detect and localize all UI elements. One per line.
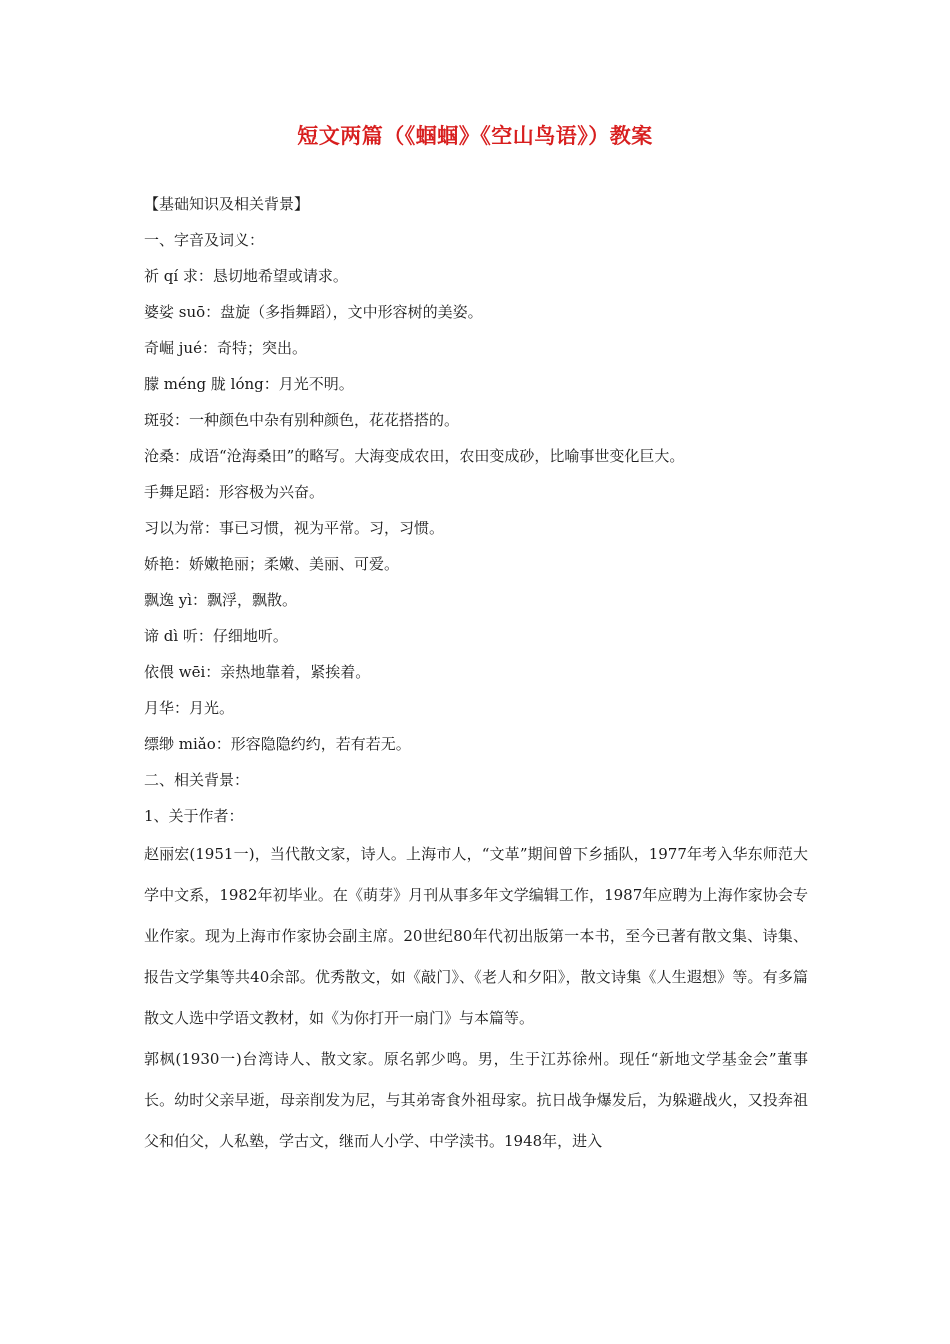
author-paragraph: 赵丽宏(1951一)，当代散文家，诗人。上海市人，“文革”期间曾下乡插队，1977年考入华东师范大学中文系，1982年初毕业。在《萌芽》月刊从事多年文学编辑工作，1987年应聘为上海作家协会专业作家。现为上海市作家协会副主席。20世纪80年代初出版第一本书，至今已著有散文集、诗集、报告文学集等共40余部。优秀散文，如《敲门》、《老人和夕阳》，散文诗集《人生遐想》等。有多篇散文人选中学语文教材，如《为你打开一扇门》与本篇等。	[144, 845, 808, 1027]
vocab-item: 依偎 wēi：亲热地靠着，紧挨着。	[144, 663, 371, 681]
vocab-item: 月华：月光。	[144, 699, 235, 717]
page-title: 短文两篇（《蝈蝈》《空山鸟语》）教案	[297, 123, 653, 148]
vocab-item: 斑驳：一种颜色中杂有别种颜色，花花搭搭的。	[144, 411, 460, 429]
author-paragraph: 郭枫(1930一)台湾诗人、散文家。原名郭少鸣。男，生于江苏徐州。现任“新地文学基金会”董事长。幼时父亲早逝，母亲削发为尼，与其弟寄食外祖母家。抗日战争爆发后，为躲避战火，又投奔祖父和伯父，人私塾，学古文，继而人小学、中学渎书。1948年，进入	[144, 1050, 808, 1150]
vocab-item: 娇艳：娇嫩艳丽；柔嫩、美丽、可爱。	[144, 555, 400, 573]
vocab-item: 飘逸 yì：飘浮，飘散。	[144, 591, 298, 609]
subsection-heading: 一、字音及词义：	[144, 231, 265, 249]
vocab-item: 习以为常：事已习惯，视为平常。习，习惯。	[144, 519, 445, 537]
subsection-heading: 1、关于作者：	[144, 807, 244, 825]
vocab-item: 婆娑 suō：盘旋（多指舞蹈），文中形容树的美姿。	[144, 303, 483, 321]
vocab-item: 奇崛 jué：奇特；突出。	[144, 339, 307, 357]
section-heading: 【基础知识及相关背景】	[144, 195, 310, 213]
vocab-item: 沧桑：成语“沧海桑田”的略写。大海变成农田，农田变成砂，比喻事世变化巨大。	[144, 447, 685, 465]
vocab-item: 手舞足蹈：形容极为兴奋。	[144, 483, 325, 501]
vocab-item: 祈 qí 求：恳切地希望或请求。	[144, 267, 348, 285]
vocab-item: 谛 dì 听：仔细地听。	[144, 627, 288, 645]
document-body	[144, 186, 808, 1162]
vocab-item: 缥缈 miǎo：形容隐隐约约，若有若无。	[144, 735, 411, 753]
vocab-item: 朦 méng 胧 lóng：月光不明。	[144, 375, 354, 393]
subsection-heading: 二、相关背景：	[144, 771, 250, 789]
